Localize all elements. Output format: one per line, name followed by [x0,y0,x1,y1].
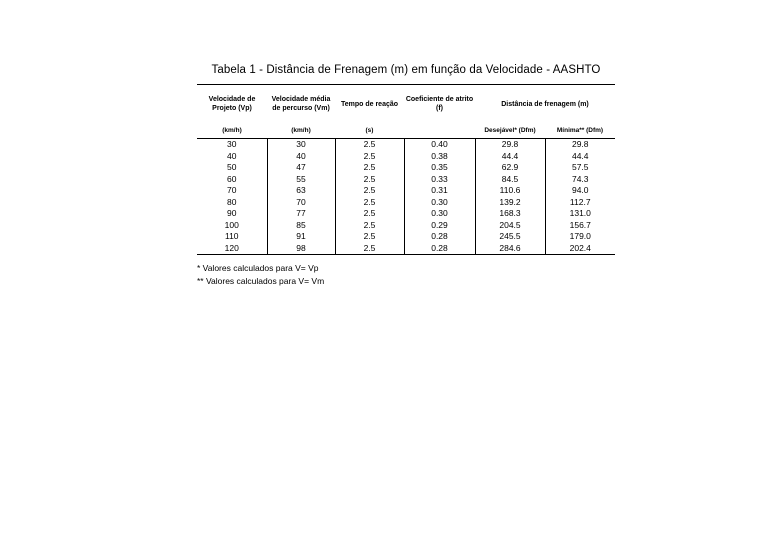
cell-design-speed: 90 [227,208,237,218]
table-row [197,208,615,220]
unit-minimum-distance: Mínima** (Dfm) [545,123,615,139]
cell-reaction-time: 2.5 [335,208,404,220]
cell-friction-coefficient: 0.30 [404,208,475,220]
cell-reaction-time: 2.5 [335,231,404,243]
table-body [197,139,615,255]
cell-friction-coefficient: 0.33 [404,174,475,186]
cell-friction-coefficient: 0.38 [404,151,475,163]
table-row [197,185,615,197]
cell-desired-distance: 44.4 [475,151,545,163]
footnote-minimum: ** Valores calculados para V= Vm [197,276,325,286]
unit-average-speed: (km/h) [267,123,335,139]
cell-friction-coefficient: 0.29 [404,220,475,232]
cell-desired-distance: 29.8 [475,139,545,151]
cell-design-speed: 70 [227,185,237,195]
cell-design-speed: 50 [227,162,237,172]
unit-design-speed: (km/h) [197,123,267,139]
footnote-desired: * Valores calculados para V= Vp [197,263,319,273]
cell-minimum-distance: 202.4 [545,243,615,255]
cell-design-speed: 120 [197,243,267,255]
table-row [197,139,615,151]
cell-reaction-time: 2.5 [335,162,404,174]
cell-friction-coefficient: 0.28 [404,231,475,243]
cell-reaction-time: 2.5 [335,185,404,197]
table-row [197,162,615,174]
cell-desired-distance: 168.3 [475,208,545,220]
header-friction-coefficient: Coeficiente de atrito (f) [404,85,475,124]
header-row [197,85,615,124]
cell-reaction-time: 2.5 [335,139,404,151]
cell-reaction-time: 2.5 [335,197,404,209]
cell-average-speed: 85 [267,220,335,232]
cell-desired-distance: 110.6 [475,185,545,197]
table-row [197,174,615,186]
cell-desired-distance: 284.6 [475,243,545,255]
cell-desired-distance: 62.9 [475,162,545,174]
cell-average-speed: 70 [267,197,335,209]
cell-minimum-distance: 44.4 [545,151,615,163]
unit-friction-coefficient [404,123,475,139]
table-row [197,243,615,255]
units-row [197,123,615,139]
table-row [197,231,615,243]
cell-friction-coefficient: 0.28 [404,243,475,255]
cell-friction-coefficient: 0.40 [404,139,475,151]
cell-average-speed: 63 [267,185,335,197]
cell-desired-distance: 245.5 [475,231,545,243]
cell-minimum-distance: 74.3 [545,174,615,186]
cell-design-speed: 100 [224,219,239,230]
cell-reaction-time: 2.5 [335,174,404,186]
header-reaction-time: Tempo de reação [335,85,404,124]
cell-minimum-distance: 156.7 [545,220,615,232]
cell-minimum-distance: 179.0 [545,231,615,243]
cell-average-speed: 40 [267,151,335,163]
cell-minimum-distance: 57.5 [545,162,615,174]
cell-desired-distance: 139.2 [475,197,545,209]
cell-minimum-distance: 131.0 [545,208,615,220]
table-row [197,151,615,163]
cell-average-speed: 77 [267,208,335,220]
cell-desired-distance: 84.5 [475,174,545,186]
cell-average-speed: 91 [267,231,335,243]
header-braking-distance: Distância de frenagem (m) [475,85,615,124]
header-average-speed: Velocidade média de percurso (Vm) [267,85,335,124]
table-row [197,220,615,232]
cell-minimum-distance: 94.0 [545,185,615,197]
cell-design-speed: 30 [227,139,237,149]
cell-average-speed: 55 [267,174,335,186]
header-design-speed: Velocidade de Projeto (Vp) [197,85,267,124]
cell-reaction-time: 2.5 [335,220,404,232]
braking-distance-table [197,84,615,255]
cell-friction-coefficient: 0.31 [404,185,475,197]
cell-design-speed: 110 [224,231,239,241]
cell-friction-coefficient: 0.30 [404,197,475,209]
cell-desired-distance: 204.5 [475,220,545,232]
cell-reaction-time: 2.5 [335,243,404,255]
cell-minimum-distance: 112.7 [545,197,615,209]
cell-average-speed: 47 [267,162,335,174]
unit-desired-distance: Desejável* (Dfm) [475,123,545,139]
cell-average-speed: 30 [267,139,335,151]
cell-reaction-time: 2.5 [335,151,404,163]
cell-design-speed: 80 [227,196,237,207]
table-row [197,197,615,209]
cell-friction-coefficient: 0.35 [404,162,475,174]
unit-reaction-time: (s) [335,123,404,139]
cell-design-speed: 40 [227,150,237,161]
table-title: Tabela 1 - Distância de Frenagem (m) em função da Velocidade - AASHTO [211,64,601,76]
cell-minimum-distance: 29.8 [545,139,615,151]
cell-design-speed: 60 [227,173,237,184]
cell-average-speed: 98 [267,243,335,255]
